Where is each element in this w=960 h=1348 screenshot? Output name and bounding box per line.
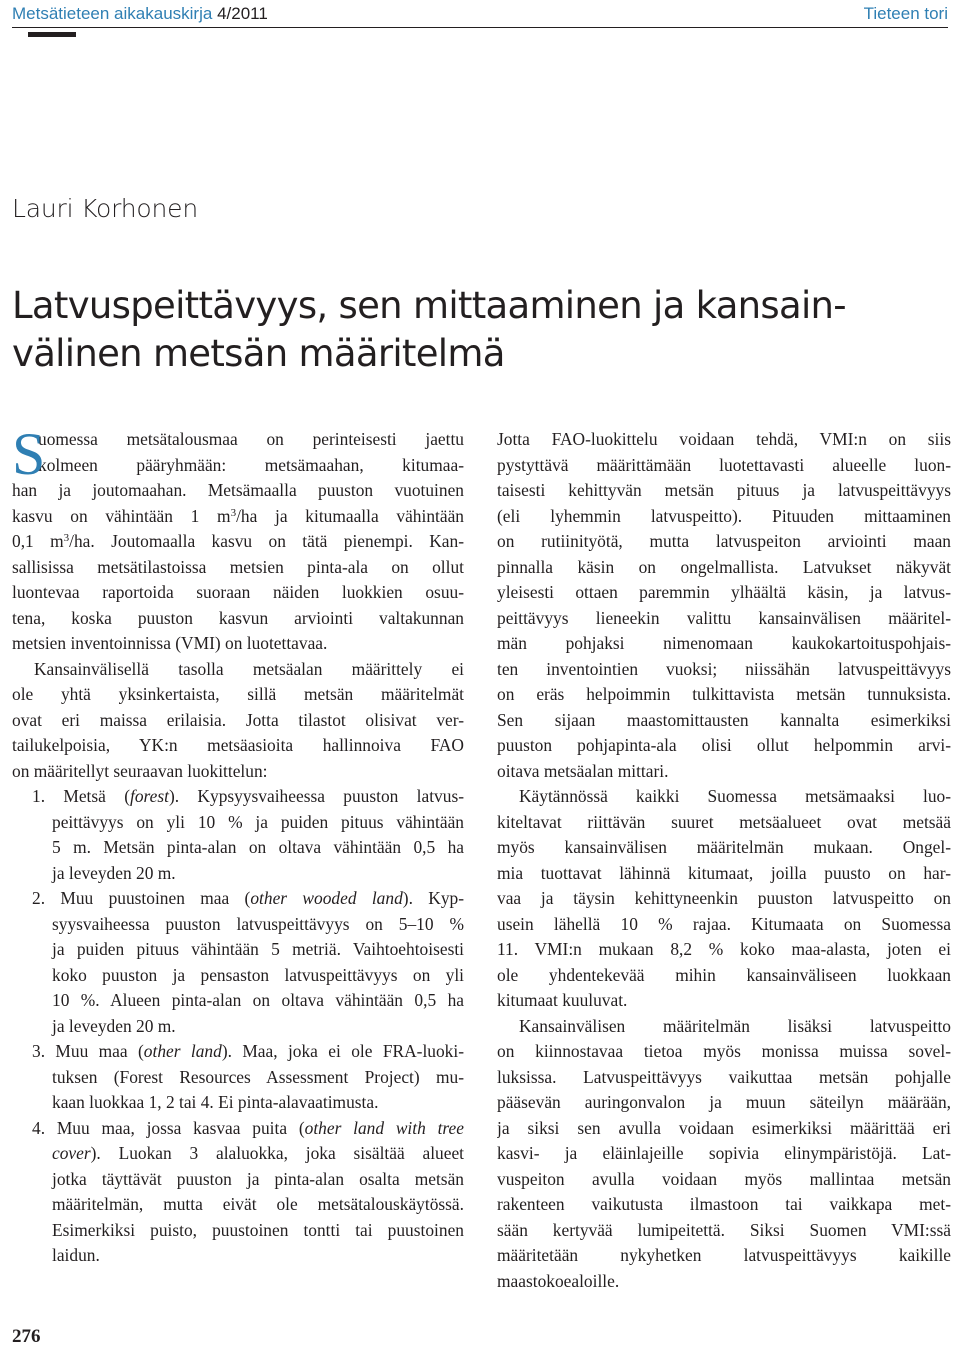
text-line: yleisesti ottaen paremmin ylhäältä käsin, ja latvus- xyxy=(497,582,951,602)
text-line: mia tuottavat lähinnä kitumaat, joilla puusto on har- xyxy=(497,862,951,883)
text-line: ovat eri maissa erilaisia. Jotta tilastot olisivat ver- xyxy=(12,709,464,730)
text-line: kasvu on vähintään 1 $m^3/ha$ ja kitumaalla vähintään xyxy=(12,505,464,526)
title-line: Latvuspeittävyys, sen mittaaminen ja kansain- xyxy=(12,284,846,327)
section-name: Tieteen tori xyxy=(863,4,948,23)
text-line: ten inventointien vuoksi; niissähän latvuspeittävyys xyxy=(497,658,951,679)
journal-name: Metsätieteen aikakauskirja xyxy=(12,4,213,23)
drop-cap: S xyxy=(12,421,46,487)
text-line: maastokoealoille. xyxy=(497,1270,620,1291)
issue-number: 4/2011 xyxy=(217,4,268,23)
text-line: pystyttävä määrittämään luotettavasti alueelle luon- xyxy=(497,454,951,475)
text-line: Käytännössä kaikki Suomessa metsämaaksi luo- xyxy=(519,786,951,806)
text-line: määritetään nykyhetken latvuspeittävyys kaikille xyxy=(497,1245,951,1265)
list-item: 3. Muu maa (other land). Maa, joka ei ole FRA-luoki- xyxy=(32,1041,464,1061)
header-rule xyxy=(12,27,948,28)
text-line: on määritellyt seuraavan luokittelun: xyxy=(12,760,268,781)
text-line: ja puiden pituus vähintään 5 metriä. Vaihtoehtoisesti xyxy=(52,939,464,959)
text-line: 0,1 $m^3/ha$. Joutomaalla kasvu on tätä pienempi. Kan- xyxy=(12,531,464,551)
text-line: Kansainvälisen määritelmän lisäksi latvuspeitto xyxy=(519,1015,951,1036)
article-title xyxy=(12,282,947,378)
text-line: peittävyys lieneekin valittu kansainvälisen määritel- xyxy=(497,607,951,628)
text-line: taisesti kehittyvän metsän pituus ja latvuspeittävyys xyxy=(497,480,951,500)
title-line: välinen metsän määritelmä xyxy=(12,332,505,375)
text-line: Esimerkiksi puisto, puustoinen tontti tai puustoinen xyxy=(52,1219,464,1240)
text-line: vuspeiton avulla voidaan myös mallintaa metsän xyxy=(497,1168,951,1189)
list-item: 1. Metsä (forest). Kypsyysvaiheessa puuston latvus- xyxy=(32,786,464,806)
text-line: kaan luokkaa 1, 2 tai 4. Ei pinta-alavaatimusta. xyxy=(52,1092,379,1112)
text-line: kasvi- ja eläinlajeille sopivia elinympäristöjä. Lat- xyxy=(497,1143,951,1163)
text-line: cover). Luokan 3 alaluokka, joka sisältää alueet xyxy=(52,1143,464,1163)
text-line: han ja joutomaahan. Metsämaalla puuston vuotuinen xyxy=(12,480,464,500)
text-line: tena, koska puuston kasvun arviointi valtakunnan xyxy=(12,607,464,628)
text-line: metsien inventoinnissa (VMI) on luotettavaa. xyxy=(12,633,328,653)
text-line: myös kansainvälisen määritelmän mukaan. Ongel- xyxy=(497,837,951,857)
text-line: peittävyys on yli 10 % ja puiden pituus vähintään xyxy=(52,811,464,832)
text-line: oitava metsäalan mittari. xyxy=(497,760,669,781)
text-line: ole yhdentekevää mihin kansainväliseen luokkaan xyxy=(497,964,951,985)
text-line: puuston pohjapinta-ala olisi ollut helpommin arvi- xyxy=(497,735,951,755)
text-line: rakenteen vaikutusta ilmastoon tai vaikkapa met- xyxy=(497,1194,951,1214)
header-accent-bar xyxy=(28,32,76,37)
text-line: luksissa. Latvuspeittävyys vaikuttaa metsän pohjalle xyxy=(497,1066,951,1087)
text-line: kolmeen pääryhmään: metsämaahan, kitumaa- xyxy=(38,454,464,475)
text-line: ja siksi sen avulla voidaan esimerkiksi määrittää eri xyxy=(497,1117,951,1138)
text-line: tuksen (Forest Resources Assessment Project) mu- xyxy=(52,1066,464,1087)
text-line: on eräs helpoimmin tulkittavista metsän tunnuksista. xyxy=(497,684,951,704)
journal-header xyxy=(12,4,268,24)
text-line: (eli lyhemmin latvuspeitto). Pituuden mittaaminen xyxy=(497,505,951,526)
text-line: on kiinnostavaa tietoa myös monissa muissa sovel- xyxy=(497,1041,951,1061)
text-line: syysvaiheessa puuston latvuspeittävyys on 5–10 % xyxy=(52,913,464,934)
right-column xyxy=(497,427,951,1294)
text-line: kiteltavat riittävän suuret metsäalueet ovat metsää xyxy=(497,811,951,832)
list-item: 4. Muu maa, jossa kasvaa puita (other land with tree xyxy=(32,1117,464,1138)
author-name: Lauri Korhonen xyxy=(12,194,198,223)
text-line: on rutiinityötä, mutta latvuspeiton arviointi maan xyxy=(497,531,951,551)
page-number: 276 xyxy=(12,1326,41,1347)
text-line: 11. VMI:n mukaan 8,2 % koko maa-alasta, joten ei xyxy=(497,939,951,959)
text-line: tailukelpoisia, YK:n metsäasioita hallinnoiva FAO xyxy=(12,735,464,755)
text-line: jotka täyttävät puuston ja pinta-alan osalta metsän xyxy=(52,1168,464,1189)
text-line: ja leveyden 20 m. xyxy=(52,862,176,883)
list-item: 2. Muu puustoinen maa (other wooded land). Kyp- xyxy=(32,888,464,908)
text-line: usein lähellä 10 % rajaa. Kitumaata on Suomessa xyxy=(497,913,951,934)
text-line: Sen sijaan maastomittausten kannalta esimerkiksi xyxy=(497,709,951,730)
text-line: pääsevän auringonvalon ja muun säteilyn määrään, xyxy=(497,1092,951,1112)
text-line: määritelmän, mutta eivät ole metsätalouskäytössä. xyxy=(52,1194,464,1214)
text-line: Kansainvälisellä tasolla metsäalan määrittely ei xyxy=(34,658,464,679)
text-line: laidun. xyxy=(52,1245,100,1265)
text-line: vaa ja täysin kehittyneenkin puuston latvuspeitto on xyxy=(497,888,951,908)
left-column xyxy=(12,421,464,1269)
text-line: ja leveyden 20 m. xyxy=(52,1015,176,1036)
text-line: 10 %. Alueen pinta-alan on oltava vähintään 0,5 ha xyxy=(52,990,464,1010)
text-line: sään kertyvää lumipeitettä. Siksi Suomen VMI:ssä xyxy=(497,1219,951,1240)
text-line: kitumaat kuuluvat. xyxy=(497,990,628,1010)
text-line: 5 m. Metsän pinta-alan on oltava vähintään 0,5 ha xyxy=(52,837,464,857)
text-line: pinnalla käsin on ongelmallista. Latvukset näkyvät xyxy=(497,556,951,577)
text-line: luontevaa raportoida suoraan näiden luokkien osuu- xyxy=(12,582,464,602)
text-line: män pohjaksi nimenomaan kaukokartoituspohjais- xyxy=(497,633,951,653)
text-line: sallisissa metsätilastoissa metsien pinta-ala on ollut xyxy=(12,556,464,577)
text-line: Jotta FAO-luokittelu voidaan tehdä, VMI:n on siis xyxy=(497,429,951,449)
text-line: ole yhtä yksinkertaista, sillä metsän määritelmät xyxy=(12,684,464,704)
text-line: uomessa metsätalousmaa on perinteisesti jaettu xyxy=(38,429,464,449)
text-line: koko puuston ja pensaston latvuspeittävyys on yli xyxy=(52,964,464,985)
